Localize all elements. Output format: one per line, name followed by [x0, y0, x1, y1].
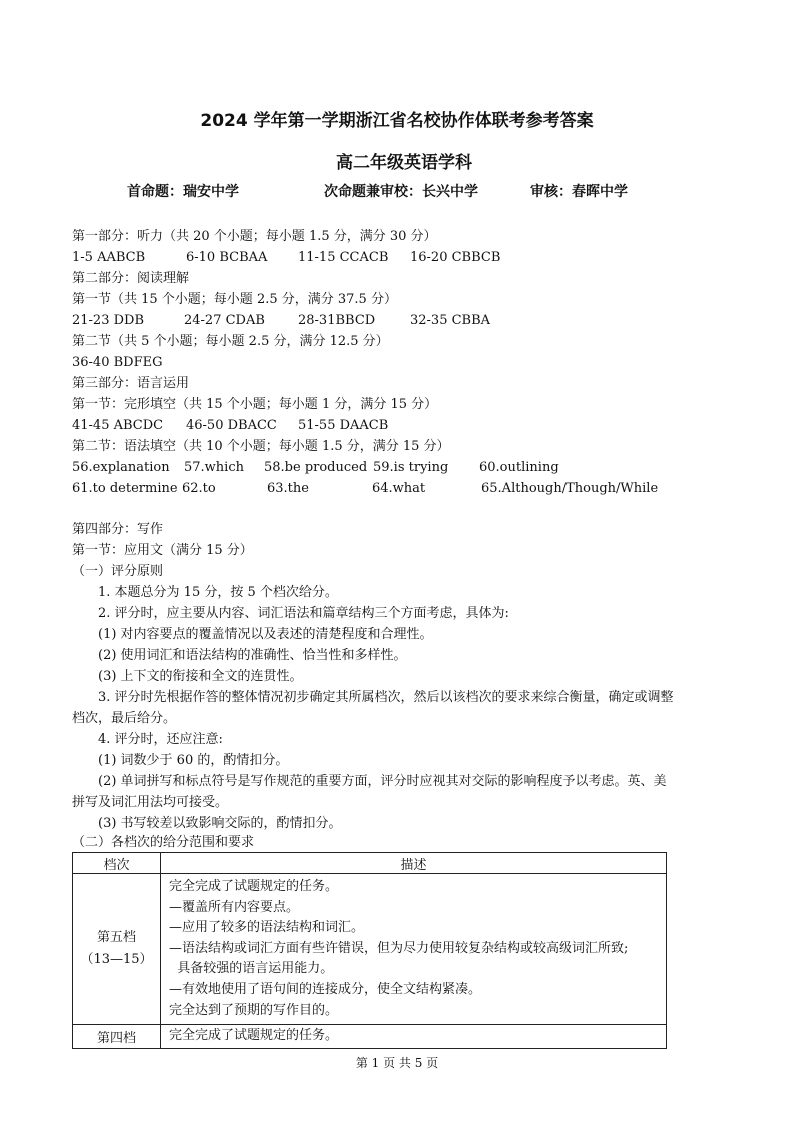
principle-line: 拼写及词汇用法均可接受。 — [72, 795, 229, 810]
part2-section2-answers: 36-40 BDFEG — [72, 355, 163, 370]
principle-line: (2) 使用词汇和语法结构的准确性、恰当性和多样性。 — [98, 648, 407, 663]
description-cell: 完全完成了试题规定的任务。 — [161, 1025, 667, 1049]
column-header-description: 描述 — [161, 853, 667, 874]
answer-item: 62.to — [182, 481, 216, 496]
answer-item: 57.which — [184, 460, 244, 475]
description-cell — [161, 874, 667, 1025]
answer-item: 61.to determine — [72, 481, 178, 496]
answer-item: 59.is trying — [373, 460, 449, 475]
answer-group: 21-23 DDB — [72, 313, 145, 328]
answer-group: 28-31BBCD — [298, 313, 376, 328]
part4-section1-heading: 第一节：应用文（满分 15 分） — [72, 543, 253, 558]
answer-group: 11-15 CCACB — [298, 250, 389, 265]
description-line: —语法结构或词汇方面有些许错误，但为尽力使用较复杂结构或较高级词汇所致; — [169, 940, 629, 956]
principle-line: 3. 评分时先根据作答的整体情况初步确定其所属档次，然后以该档次的要求来综合衡量，确定或调整 — [98, 690, 674, 705]
page-footer: 第 1 页 共 5 页 — [355, 1056, 439, 1070]
principle-line: 1. 本题总分为 15 分，按 5 个档次给分。 — [98, 585, 338, 600]
answer-group: 16-20 CBBCB — [410, 250, 501, 265]
answer-group: 41-45 ABCDC — [72, 418, 164, 433]
answer-group: 32-35 CBBA — [410, 313, 491, 328]
part2-section2-heading: 第二节（共 5 个小题；每小题 2.5 分，满分 12.5 分） — [72, 334, 389, 349]
description-line: —覆盖所有内容要点。 — [169, 899, 300, 915]
principle-line: 档次，最后给分。 — [72, 711, 177, 726]
page-subtitle: 高二年级英语学科 — [336, 153, 472, 173]
part2-heading: 第二部分：阅读理解 — [72, 271, 190, 286]
grading-table — [72, 852, 667, 1049]
description-line: —有效地使用了语句间的连接成分，使全文结构紧凑。 — [169, 981, 482, 997]
answer-group: 6-10 BCBAA — [186, 250, 268, 265]
principles-heading: （一）评分原则 — [72, 564, 164, 579]
table-header-row — [73, 853, 667, 874]
part2-section1-heading: 第一节（共 15 个小题；每小题 2.5 分，满分 37.5 分） — [72, 292, 397, 307]
principle-line: 2. 评分时，应主要从内容、词汇语法和篇章结构三个方面考虑，具体为: — [98, 606, 509, 621]
first-author: 首命题：瑞安中学 — [127, 184, 239, 200]
second-author: 次命题兼审校：长兴中学 — [324, 184, 478, 200]
part3-heading: 第三部分：语言运用 — [72, 376, 190, 391]
reviewer: 审核：春晖中学 — [530, 184, 628, 200]
level-cell — [73, 874, 161, 1025]
column-header-level: 档次 — [73, 853, 161, 874]
principle-line: (3) 书写较差以致影响交际的，酌情扣分。 — [98, 816, 342, 831]
part4-heading: 第四部分：写作 — [72, 522, 164, 537]
answer-item: 63.the — [267, 481, 309, 496]
principle-line: (3) 上下文的衔接和全文的连贯性。 — [98, 669, 303, 684]
answer-item: 60.outlining — [479, 460, 559, 475]
answer-item: 65.Although/Though/While — [481, 481, 659, 496]
description-line: 完全达到了预期的写作目的。 — [169, 1002, 339, 1018]
answer-group: 46-50 DBACC — [186, 418, 277, 433]
part1-heading: 第一部分：听力（共 20 个小题；每小题 1.5 分，满分 30 分） — [72, 229, 437, 244]
level-name: 第五档 — [96, 930, 136, 946]
part3-section1-heading: 第一节：完形填空（共 15 个小题；每小题 1 分，满分 15 分） — [72, 397, 438, 412]
principle-line: (1) 词数少于 60 的，酌情扣分。 — [98, 753, 289, 768]
level-cell: 第四档 — [73, 1025, 161, 1049]
principle-line: (1) 对内容要点的覆盖情况以及表述的清楚程度和合理性。 — [98, 627, 433, 642]
table-row — [73, 1025, 667, 1049]
table-row — [73, 874, 667, 1025]
part3-section2-heading: 第二节：语法填空（共 10 个小题；每小题 1.5 分，满分 15 分） — [72, 439, 450, 454]
answer-item: 56.explanation — [72, 460, 170, 475]
answer-group: 24-27 CDAB — [184, 313, 265, 328]
answer-item: 64.what — [372, 481, 426, 496]
answer-item: 58.be produced — [264, 460, 368, 475]
description-line: —应用了较多的语法结构和词汇。 — [169, 920, 365, 936]
answer-group: 1-5 AABCB — [72, 250, 146, 265]
principle-line: (2) 单词拼写和标点符号是写作规范的重要方面，评分时应视其对交际的影响程度予以考虑。英、美 — [98, 774, 667, 789]
description-line: 具备较强的语言运用能力。 — [169, 961, 334, 977]
level-range: （13—15） — [80, 952, 153, 968]
page-title: 2024 学年第一学期浙江省名校协作体联考参考答案 — [200, 111, 594, 131]
description-line: 完全完成了试题规定的任务。 — [169, 879, 339, 894]
principle-line: 4. 评分时，还应注意: — [98, 732, 223, 747]
answer-group: 51-55 DAACB — [298, 418, 389, 433]
ranges-heading: （二）各档次的给分范围和要求 — [72, 835, 255, 850]
